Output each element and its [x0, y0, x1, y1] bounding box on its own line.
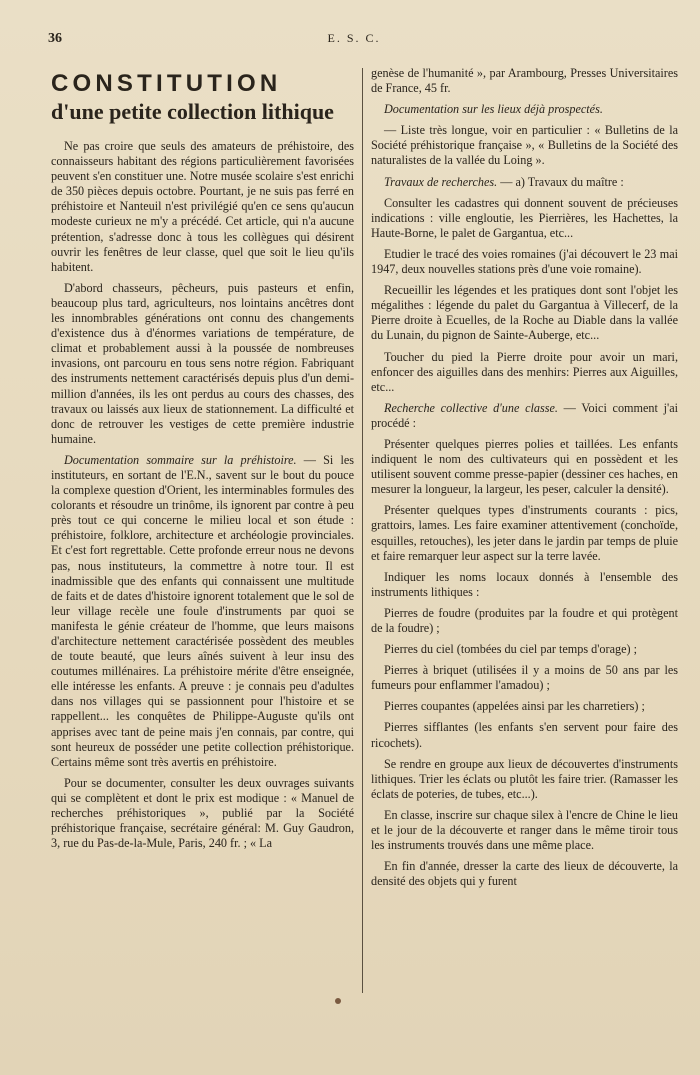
paragraph-text: — Voici comment j'ai procédé : — [371, 400, 678, 430]
paragraph: D'abord chasseurs, pêcheurs, puis pasteurs et enfin, beaucoup plus tard, agriculteurs, nos lointains ancêtres dont les innombrables générations ont connu des changements d'existence dus à d'énormes variations de température, de climat et probablement aussi à la poussée de nombreuses invasions, ont parcouru en tous sens notre région. Fabriquant des instruments nettement caractérisés depuis plus d'un demi-million d'années, ils les ont perdus au cours des chasses, des travaux ou laissés aux lieux de stationnement. La difficulté et donc de retrouver les vestiges de cette première industrie humaine. — [51, 280, 354, 446]
footer-dot — [335, 998, 341, 1004]
section-heading: Documentation sommaire sur la préhistoire. — [64, 452, 297, 467]
page-number: 36 — [48, 31, 62, 46]
section-heading: Recherche collective d'une classe. — [384, 400, 558, 415]
paragraph: Consulter les cadastres qui donnent souvent de précieuses indications : ville engloutie, les Pierrières, les Hachettes, la Haute-Borne, le palet de Gargantua, etc... — [371, 195, 678, 240]
section-heading: Travaux de recherches. — [384, 174, 498, 189]
paragraph: — Liste très longue, voir en particulier : « Bulletins de la Société préhistorique française », « Bulletins de la Société des naturalistes de la vallée du Loing ». — [371, 123, 678, 168]
paragraph: En classe, inscrire sur chaque silex à l'encre de Chine le lieu et le jour de la découverte et ranger dans le même tiroir tous les instruments trouvés dans une même place. — [371, 807, 678, 853]
column-divider — [362, 68, 363, 993]
paragraph: Pierres sifflantes (les enfants s'en servent pour faire des ricochets). — [371, 720, 678, 750]
paragraph: Indiquer les noms locaux donnés à l'ensemble des instruments lithiques : — [371, 569, 678, 599]
paragraph: Recueillir les légendes et les pratiques dont sont l'objet les mégalithes : légende du palet du Gargantua à Villecerf, de la Pierre droite à Ecuelles, de la Roche au Diable dans la vallée du Lunain, du pignon de Sainte-Auberge, etc... — [371, 283, 678, 343]
paragraph: Etudier le tracé des voies romaines (j'ai découvert le 23 mai 1947, deux nouvelles stations près d'une voie romaine). — [371, 246, 678, 277]
paragraph-travaux — [371, 175, 678, 190]
page-header — [48, 31, 660, 51]
section-heading: Documentation sur les lieux déjà prospectés. — [384, 102, 603, 117]
paragraph: Se rendre en groupe aux lieux de découvertes d'instruments lithiques. Trier les éclats ou plutôt les faire trier. (Ramasser les éclats de poteries, de tubes, etc...). — [371, 756, 678, 801]
running-title: E. S. C. — [327, 31, 381, 45]
paragraph: Ne pas croire que seuls des amateurs de préhistoire, des connaisseurs habitant des régions particulièrement favorisées peuvent s'en constituer une. Notre musée scolaire s'est enrichi de 350 pièces depuis octobre. Pourtant, je ne suis pas ferré en préhistoire et Nanteuil n'est privilégié qu'en ce sens qu'aucun modeste curieux ne m'y a précédé. Cet article, qui n'a aucune prétention, s'adresse donc à tous les collègues qui désirent ouvrir les fenêtres de leur classe, quel que soit le lieu qu'ils habitent. — [51, 139, 354, 274]
paragraph: Pierres de foudre (produites par la foudre et qui protègent de la foudre) ; — [371, 605, 678, 635]
paragraph-text: — a) Travaux du maître : — [497, 174, 624, 189]
paragraph-recherche — [371, 401, 678, 431]
article-title: CONSTITUTION — [51, 70, 282, 97]
right-column — [371, 66, 678, 996]
paragraph: Pierres à briquet (utilisées il y a moins de 50 ans par les fumeurs pour enflammer l'amadou) ; — [371, 663, 678, 693]
paragraph: En fin d'année, dresser la carte des lieux de découverte, la densité des objets qui y furent — [371, 859, 678, 889]
paragraph: Pour se documenter, consulter les deux ouvrages suivants qui se complètent et dont le prix est modique : « Manuel de recherches préhistoriques », publié par la Société préhistorique française, secrétaire général: M. Guy Gaudron, 3, rue du Pas-de-la-Mule, Paris, 240 fr. ; « La — [51, 775, 354, 851]
left-column — [51, 66, 354, 996]
paragraph: Toucher du pied la Pierre droite pour avoir un mari, enfoncer des aiguilles dans des menhirs: Pierres aux Aiguilles, etc... — [371, 349, 678, 394]
paragraph-continued: genèse de l'humanité », par Arambourg, Presses Universitaires de France, 45 fr. — [371, 66, 678, 96]
paragraph: Pierres du ciel (tombées du ciel par temps d'orage) ; — [384, 642, 637, 657]
paragraph: Présenter quelques types d'instruments courants : pics, grattoirs, lames. Les faire examiner attentivement (conchoïde, esquilles, retouches), les jeter dans le jardin par temps de pluie et faire remarquer leur aspect sur la terre lavée. — [371, 503, 678, 563]
paragraph-documentation — [51, 453, 354, 770]
paragraph: Présenter quelques pierres polies et taillées. Les enfants indiquent le nom des cultivateurs qui en possèdent et les utilisent souvent comme presse-papier (dessiner ces haches, en mesurer la longueur, la largeur, les peser, calculer la densité). — [371, 436, 678, 497]
article-subtitle: d'une petite collection lithique — [51, 99, 334, 124]
paragraph: Pierres coupantes (appelées ainsi par les charretiers) ; — [384, 699, 645, 714]
paragraph-text: — Si les instituteurs, en sortant de l'E.N., savent sur le bout du pouce la complexe question d'Orient, les interminables formules des colorants et résoudre un trinôme, ils ignorent par contre à peu près tout ce qui concerne le milieu local et son étude : préhistoire, folklore, architecture et archéologie provinciales. Et c'est fort regrettable. Cette profonde erreur nous ne devons pas, nous instituteurs, la commettre à notre tour. Il est inadmissible que des enfants qui connaissent une multitude de faits et de dates d'histoire ignorent totalement que le sol de leur village recèle une foule d'instruments par quoi se manifesta le génie créateur de l'homme, que leurs maisons d'architecture nettement caractérisée possèdent des meubles de toute beauté, que leurs aînés suivent à leur insu des coutumes millénaires. La préhistoire mérite d'être enseignée, elle intéresse les enfants. A preuve : je connais peu d'adultes dans nos villages qui se passionnent pour l'histoire et se rappellent... les conquêtes de Philippe-Auguste qu'ils ont apprises avec tant de peine mais j'en connais, par contre, qui sont heureux de posséder une petite collection préhistorique. Certains même sont très avertis en préhistoire. — [51, 452, 354, 769]
